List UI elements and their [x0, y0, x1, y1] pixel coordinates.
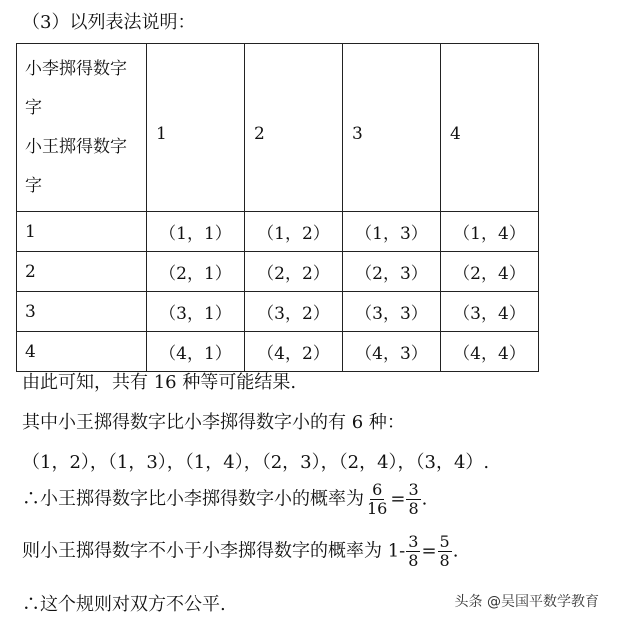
prob1-text: ∴小王掷得数字比小李掷得数字小的概率为	[22, 488, 364, 510]
equals-sign: =	[421, 540, 437, 562]
fraction-numerator: 5	[439, 532, 450, 551]
fraction-numerator: 3	[408, 480, 419, 499]
row-header: 3	[17, 292, 147, 332]
column-header: 3	[343, 44, 441, 212]
corner-label-bottom: 小王掷得数字	[25, 136, 127, 157]
table-cell: （1，3）	[343, 212, 441, 252]
fraction	[438, 533, 452, 570]
table-cell: （4，2）	[245, 332, 343, 372]
column-header: 4	[441, 44, 539, 212]
section-heading: （3）以列表法说明：	[22, 12, 196, 33]
table-cell: （3，2）	[245, 292, 343, 332]
period: .	[452, 540, 459, 562]
table-row	[17, 332, 539, 372]
corner-label-bottom-wrap: 字	[25, 175, 42, 196]
table-cell: （3，4）	[441, 292, 539, 332]
row-header: 2	[17, 252, 147, 292]
favorable-count-line: 其中小王掷得数字比小李掷得数字小的有 6 种：	[22, 412, 405, 433]
table-cell: （2，2）	[245, 252, 343, 292]
row-header: 4	[17, 332, 147, 372]
table-cell: （4，3）	[343, 332, 441, 372]
fraction	[365, 481, 389, 518]
fraction-denominator: 16	[367, 499, 388, 518]
column-header: 1	[147, 44, 245, 212]
fraction-denominator: 8	[408, 551, 419, 570]
watermark: 头条 @吴国平数学教育	[451, 589, 603, 613]
table-row	[17, 252, 539, 292]
column-header: 2	[245, 44, 343, 212]
table-corner-cell	[17, 44, 147, 212]
table-cell: （4，4）	[441, 332, 539, 372]
fraction-numerator: 6	[372, 480, 383, 499]
table-row	[17, 212, 539, 252]
table-cell: （1，1）	[147, 212, 245, 252]
fraction	[406, 533, 420, 570]
fraction-denominator: 8	[439, 551, 450, 570]
row-header: 1	[17, 212, 147, 252]
outcome-table	[16, 43, 539, 372]
favorable-outcomes-list: （1，2），（1，3），（1，4），（2，3），（2，4），（3，4）.	[22, 452, 490, 473]
table-cell: （1，4）	[441, 212, 539, 252]
corner-label-top: 小李掷得数字	[25, 58, 127, 79]
table-row	[17, 292, 539, 332]
table-cell: （1，2）	[245, 212, 343, 252]
table-cell: （4，1）	[147, 332, 245, 372]
fraction-numerator: 3	[408, 532, 419, 551]
table-cell: （2，1）	[147, 252, 245, 292]
table-cell: （3，1）	[147, 292, 245, 332]
probability-line-1	[22, 481, 427, 518]
conclusion-line: ∴这个规则对双方不公平.	[22, 594, 226, 615]
table-cell: （2，4）	[441, 252, 539, 292]
probability-line-2	[22, 533, 458, 570]
prob2-text: 则小王掷得数字不小于小李掷得数字的概率为 1-	[22, 540, 406, 562]
fraction	[406, 481, 420, 518]
equals-sign: =	[390, 488, 406, 510]
table-header-row	[17, 44, 539, 212]
table-cell: （3，3）	[343, 292, 441, 332]
corner-label-top-wrap: 字	[25, 97, 42, 118]
period: .	[421, 488, 428, 510]
total-outcomes-line: 由此可知，共有 16 种等可能结果.	[22, 372, 297, 393]
table-cell: （2，3）	[343, 252, 441, 292]
fraction-denominator: 8	[408, 499, 419, 518]
